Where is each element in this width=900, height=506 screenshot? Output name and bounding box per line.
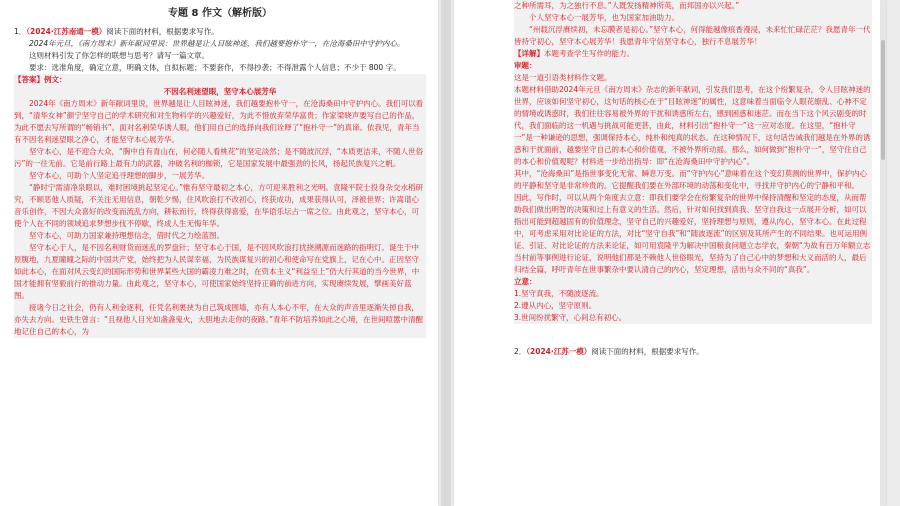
shenti-line-3: 其中，“沧海桑田”是指世事变化无常、瞬息万变。而“守护内心”意味着在这个变幻莫测的世界中，保护内心的平静和坚守是非常珍贵的。它提醒我们要在外部环境的动荡和变化中，寻找并守护内心的宁静和平和。 bbox=[514, 169, 868, 190]
essay-paragraph-6: 坚守本心于人，是不因名利财货而迷乱的罗盘针；坚守本心于国，是不因风吹浪打扰挠溯源而迷路的指明灯。诞生于中原腹地，九夏瞳曈之际的中国共产党，始终把为人民谋幸福，为民族谋复兴的初心和使命写在党旗上，记在心中。正因坚守如此本心，在面对风云变幻的国际形势和世界某些大国的霸凌力难之时，在资本主义“利益至上”仍大行其道的当今世界，中国才能拥有坚毅前行的推动力量。由此观之，坚守本心，可使国家始终坚持正确的前进方向，实现赓续发展，擘画美好蓝图。 bbox=[14, 243, 420, 300]
liyi-label: 立意： bbox=[514, 277, 537, 286]
answer-continuation-block bbox=[514, 0, 872, 324]
shenti-line-4: 因此，写作时，可以从两个角度去立意：即我们要学会在纷繁复杂的世界中保持清醒和坚定的态度，从而帮助我们做出明智的决策和过上有意义的生活。然后，针对如何找到真我、坚守自我这一点展开分析，如可以指出可能到超越固有的价值理念，坚守自己的兴趣爱好，坚持理想与原则，遵从内心，坚守本心。在此过程中，可考虑采用对比论证的方法，对比“坚守自我”和“随波逐流”的区别及其所产生的不同结果。也可运用例证、引证、对比论证的方法来论证，如可用袁隆平为解决中国粮食问题立志学农，秦朝“为故有百万年额立志当村前等事例进行论证，说明他们都是不赖他人世俗眼光，坚持为了自己心中的梦想和大义而活的人，最后归结全篇，呼吁青年在世事繁杂中要认清自己的内心，坚定理想，活出与众不同的“真我”。 bbox=[514, 193, 871, 274]
essay-paragraph-7: 接诸今日之社会，仍有人利金逐利，任凭名利裹挟为自己筑成围墙，亦有人本心不牢，在大众的声音里逐渐失掉自我，亦失去方向。史铁生曾言：“且视他人目光如盏盏鬼火，大胆地去走你的夜路。”青年不防培养如此之心境，在世间喧嚣中清醒地记住自己的本心，为 bbox=[14, 303, 424, 336]
question-2-source: （2024·江苏一模） bbox=[526, 347, 592, 356]
left-page bbox=[0, 0, 438, 506]
shenti-label: 审题： bbox=[514, 61, 537, 70]
essay-paragraph-2: 坚守本心，是不迎合大众，“胸中自有青山在，何必随人看桃花”的坚定淡然；是不随波沉浮，“本质更洁来，不随人世俗污”的一往无前。它是前行路上最有力的武器，冲破名利的枷锁，它是国家发展中最强劲的长风，扬起民族复兴之帆。 bbox=[14, 147, 424, 168]
right-page bbox=[454, 0, 886, 506]
question-1-thinking: 这则材料引发了你怎样的联想与思考？请写一篇文章。 bbox=[29, 51, 209, 60]
spacer bbox=[514, 324, 872, 346]
essay-paragraph-1: 2024年《南方周末》新年献词里说，世界越是让人目眩神迷，我们越要抱朴守一，在沧海桑田中守护内心。我们可以看到，“清华女神”颜宁坚守自己的学术研究和对生物科学的兴趣爱好，为此不惜放弃荣华富贵；作家梁晓声要写自己的作品，为此不愿去写所谓的“畅销书”。面对名利荣华诱人眼，他们用自己的选择向我们诠释了“抱朴守一”的真谛。依我见，青年当有不因名利迷望眼之净心，才能坚守本心展芳华。 bbox=[14, 99, 424, 144]
shenti-line-1: 这是一道引语类材料作文题。 bbox=[514, 73, 612, 82]
essay-continuation-line-3: “州载沉浮赓续初，未忘膜者是初心。”坚守本心，何得能越像痕香漫浸，未来忙忙碌茫茫？我愿青年一代皆持守初心，坚守本心展芳华！我愿青年守信坚守本心，独行不息展芳华！ bbox=[514, 25, 871, 46]
essay-continuation-line-2: 个人坚守本心一展芳华，也为国家加油助力。 bbox=[529, 13, 679, 22]
question-1-requirement: 要求：选准角度，确定立意，明确文体，自拟标题；不要套作，不得抄袭；不得泄露个人信息；不少于 800 字。 bbox=[29, 63, 401, 72]
question-2-number: 2． bbox=[514, 347, 527, 356]
document-title: 专题 8 作文（解析版） bbox=[168, 8, 272, 19]
shenti-line-2: 本题材料借助2024年元旦《南方周末》杂志的新年献词，引发我们思考，在这个纷繁复杂，令人目眩神迷的世界，应该如何坚守初心，这句话的核心在于“目眩神迷”的属性，这意味着当面临令人眼花缭乱、心神不定的情境或诱惑时，我们往往容易被外界的干扰和诱惑所左右，感到困惑和迷茫。而在当下这个风云剧变的时代，我们面临的这一机遇与挑战可能更甚，由此，材料引出“抱朴守一”这一应对态度。在这里，“抱朴守一”是一种谦逊的思想，强调保持本心，纯朴和纯真的状态。在这种情况下，这句话告诫我们越是在外界的诱惑和干扰面前，越要坚守自己的本心和价值观，不被外界所动摇。那么，如何做到“抱朴守一”，坚守住自己的本心和价值观呢？材料进一步给出指导：即“在沧海桑田中守护内心”。 bbox=[514, 85, 871, 166]
answer-block bbox=[14, 74, 426, 338]
analysis-label: 【详解】 bbox=[514, 49, 544, 58]
liyi-item-2: 2.遵从内心，坚守原则。 bbox=[514, 301, 597, 310]
liyi-item-3: 3.世间纷扰繁守，心间总有初心。 bbox=[514, 313, 627, 322]
right-page-content bbox=[514, 0, 872, 358]
question-1-material: 2024年元旦，《南方周末》新年献词里说：世界越是让人目眩神迷，我们越要抱朴守一，在沧海桑田中守护内心。 bbox=[29, 39, 405, 48]
essay-paragraph-3: 坚守本心，可助个人坚定追寻理想的脚步，一展芳华。 bbox=[29, 171, 209, 180]
essay-paragraph-5: 坚守本心，可助力国家兼持理想信念，借时代之力绘蓝图。 bbox=[29, 231, 224, 240]
essay-continuation-line-1: 之种所需耳，为之独行不息。”人既发扬精神所英，而邦国亦以兴起。” bbox=[514, 1, 740, 10]
left-page-content bbox=[14, 0, 426, 338]
liyi-item-1: 1.坚守真我，不随波逐流。 bbox=[514, 289, 604, 298]
question-1-number: 1． bbox=[14, 27, 27, 36]
page-separator bbox=[441, 0, 451, 506]
analysis-intro: 本题考查学生写作的能力。 bbox=[544, 49, 634, 58]
vertical-scrollbar[interactable] bbox=[880, 0, 886, 506]
question-1-instruction: 阅读下面的材料，根据要求写作。 bbox=[106, 27, 219, 36]
scrollbar-thumb[interactable] bbox=[881, 40, 885, 160]
essay-title: 不因名利迷望眼，坚守本心展芳华 bbox=[163, 87, 277, 96]
answer-label: 【答案】例文： bbox=[14, 75, 67, 84]
question-2-header bbox=[514, 346, 872, 358]
essay-paragraph-4: “静时宁需清净泉眼以，难时困境挑起坚定心。”惟有坚守最初之本心，方可迎来胜利之光明。袁隆平院士投身杂交水稻研究，不顾恶他人质疑，不关注无用信息，朝乾夕惕，住风吹浪打不改初心，终获成功，成果获得认可，泽被世界；许嵩谱心音乐创作，不因大众喜好的改变而流乱方向，耕耘而行，终得获得喜爱，在华语乐坛占一席之位。由此观之，坚守本心，可使个人在不同的领域追求梦想步伐不停歇，终成人生无悔年华。 bbox=[14, 183, 424, 228]
question-1-source: （2024·江苏南通一模） bbox=[26, 27, 107, 36]
analysis-header bbox=[514, 48, 872, 60]
question-1-header bbox=[14, 26, 426, 38]
question-2-instruction: 阅读下面的材料，根据要求写作。 bbox=[591, 347, 704, 356]
